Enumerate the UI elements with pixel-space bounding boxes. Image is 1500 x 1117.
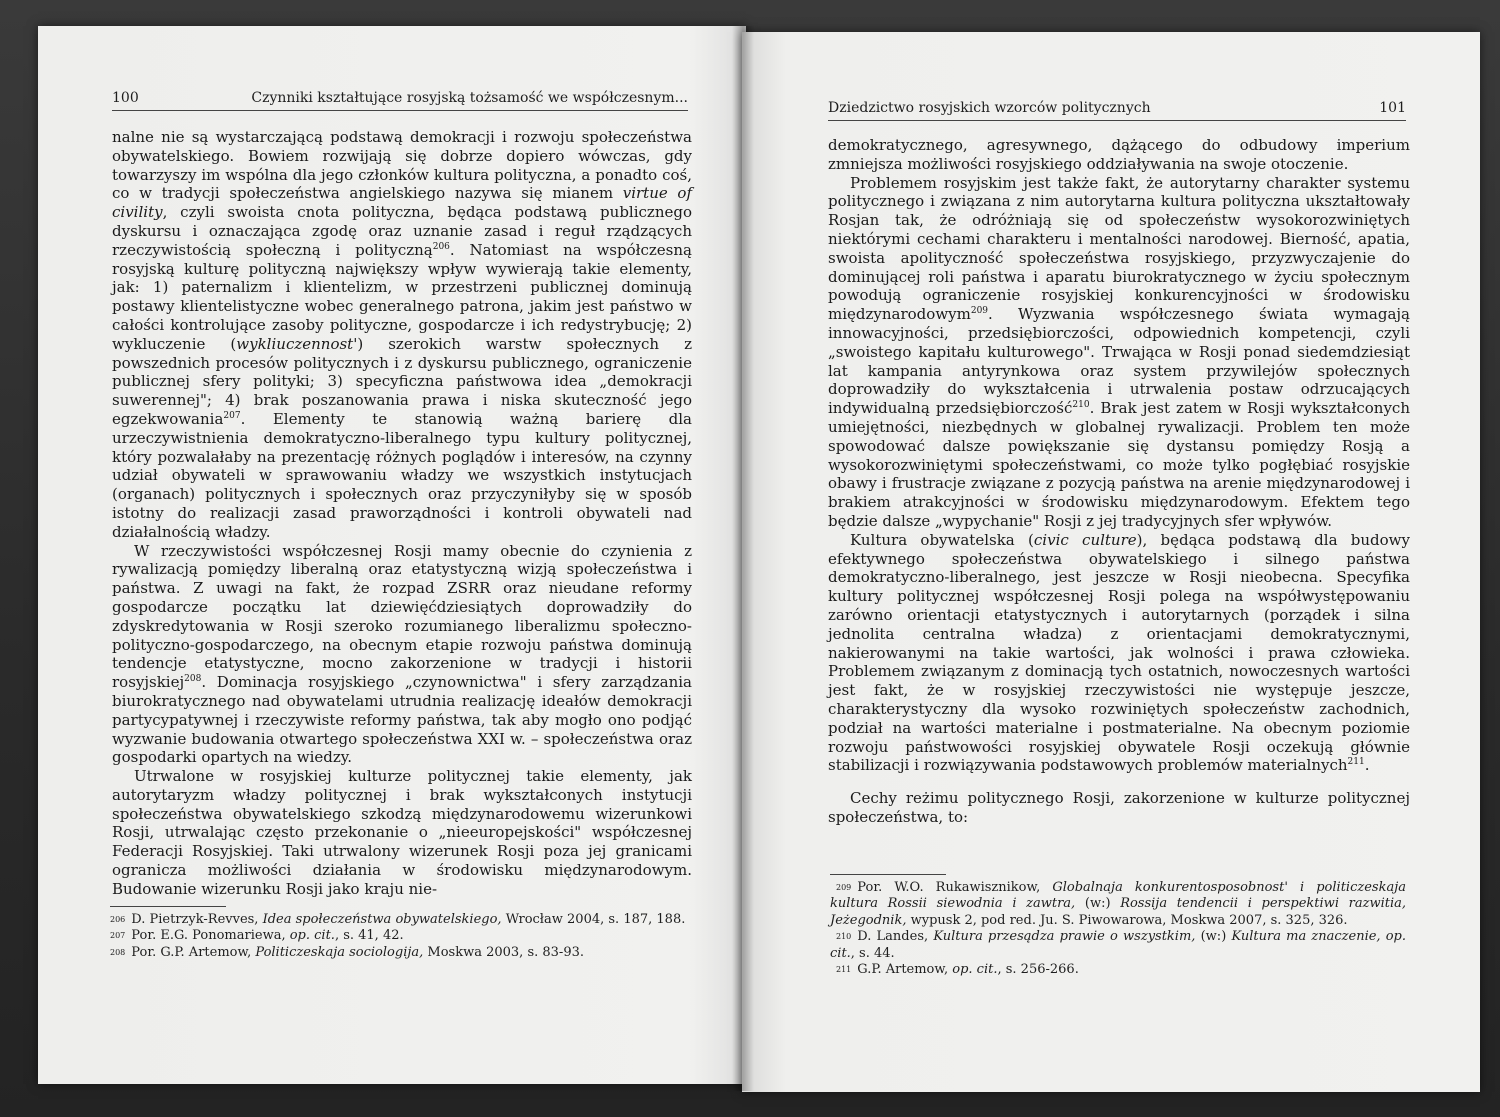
footnote-207: $^{207}$ Por. E.G. Ponomariewa, op. cit., s. 41, 42. bbox=[110, 928, 404, 944]
left-footnotes bbox=[110, 912, 690, 961]
book-spine-shadow bbox=[732, 26, 754, 1091]
left-running-header: Czynniki kształtujące rosyjską tożsamość we współczesnym... bbox=[251, 90, 688, 106]
footnote-210: $^{210}$ D. Landes, Kultura przesądza prawie o wszystkim, (w:) Kultura ma znaczenie, op. cit., s. 44. bbox=[830, 929, 1407, 961]
right-page bbox=[742, 32, 1480, 1092]
left-page-number: 100 bbox=[112, 90, 139, 106]
left-page bbox=[38, 26, 746, 1084]
left-header-rule bbox=[112, 110, 688, 111]
left-paragraph-1: nalne nie są wystarczającą podstawą demokracji i rozwoju społeczeństwa obywatelskiego. Bowiem rozwijają się dobrze dopiero wówczas, gdy towarzyszy im wspólna dla jego członków kultura polityczna, a ponadto coś, co w tradycji społeczeństwa angielskiego nazywa się mianem virtue of civility, czyli swoista cnota polityczna, będąca podstawą publicznego dyskursu i oznaczająca zgodę oraz uznanie zasad i reguł rządzących rzeczywistością społeczną i polityczną$^{206}$. Natomiast na współczesną rosyjską kulturę polityczną największy wpływ wywierają takie elementy, jak: 1) paternalizm i klientelizm, w przestrzeni publicznej dominują postawy klientelistyczne wobec generalnego patrona, jakim jest państwo w całości kontrolujące zasoby polityczne, gospodarcze i ich redystrybucję; 2) wykluczenie (wykliuczennost') szerokich warstw społecznych z powszednich procesów politycznych i z dyskursu publicznego, ograniczenie publicznej sfery polityki; 3) specyficzna państwowa idea „demokracji suwerennej"; 4) brak poszanowania prawa i niska skuteczność jego egzekwowania$^{207}$. Elementy te stanowią ważną barierę dla urzeczywistnienia demokratyczno-liberalnego typu kultury politycznej, który pozwalałaby na prezentację różnych poglądów i interesów, na czynny udział obywateli w sprawowaniu władzy we wszystkich instytucjach (organach) politycznych i społecznych oraz przyczyniłyby się w sposób istotny do realizacji zasad praworządności i kontroli obywateli nad działalnością władzy. bbox=[112, 128, 692, 541]
right-page-header bbox=[828, 94, 1406, 116]
right-body-text bbox=[828, 136, 1410, 827]
footnote-206: $^{206}$ D. Pietrzyk-Revves, Idea społeczeństwa obywatelskiego, Wrocław 2004, s. 187, 188. bbox=[110, 912, 686, 927]
right-footnotes bbox=[830, 880, 1406, 978]
right-header-rule bbox=[828, 120, 1406, 121]
left-paragraph-2: W rzeczywistości współczesnej Rosji mamy obecnie do czynienia z rywalizacją pomiędzy liberalną oraz etatystyczną wizją społeczeństwa i państwa. Z uwagi na fakt, że rozpad ZSRR oraz nieudane reformy gospodarcze początku lat dziewięćdziesiątych doprowadziły do zdyskredytowania w Rosji szeroko rozumianego liberalizmu społeczno-polityczno-gospodarczego, na obecnym etapie rozwoju państwa dominują tendencje etatystyczne, mocno zakorzenione w tradycji i historii rosyjskiej$^{208}$. Dominacja rosyjskiego „czynownictwa" i sfery zarządzania biurokratycznego nad obywatelami utrudnia realizację ideałów demokracji partycypatywnej i rzeczywiste reformy państwa, tak aby mogło ono podjąć wyzwanie budowania otwartego społeczeństwa XXI w. – społeczeństwa oraz gospodarki opartych na wiedzy. bbox=[112, 541, 692, 767]
right-paragraph-2: Problemem rosyjskim jest także fakt, że autorytarny charakter systemu politycznego i związana z nim autorytarna kultura polityczna ukształtowały Rosjan tak, że odróżniają się od społeczeństw wysokorozwiniętych niektórymi cechami charakteru i mentalności narodowej. Bierność, apatia, swoista apolityczność społeczeństwa rosyjskiego, przyzwyczajenie do dominującej roli państwa i aparatu biurokratycznego w życiu społecznym powodują ograniczenie rosyjskiej konkurencyjności w środowisku międzynarodowym$^{209}$. Wyzwania współczesnego świata wymagają innowacyjności, przedsiębiorczości, odpowiednich kompetencji, czyli „swoistego kapitału kulturowego". Trwająca w Rosji ponad siedemdziesiąt lat kampania antyrynkowa oraz system przywilejów społecznych doprowadziły do wykształcenia i utrwalenia postaw odrzucających indywidualną przedsiębiorczość$^{210}$. Brak jest zatem w Rosji wykształconych umiejętności, niezbędnych w globalnej rywalizacji. Problem ten może spowodować dalsze powiększanie się dystansu pomiędzy Rosją a wysokorozwiniętymi społeczeństwami, co może tylko pogłębiać rosyjskie obawy i frustracje związane z pozycją państwa na arenie międzynarodowej i brakiem atrakcyjności w środowisku międzynarodowym. Efektem tego będzie dalsze „wypychanie" Rosji z jej tradycyjnych sfer wpływów. bbox=[828, 173, 1410, 530]
right-footnote-rule bbox=[830, 874, 946, 875]
left-page-header bbox=[112, 84, 688, 106]
right-paragraph-3: Kultura obywatelska (civic culture), będąca podstawą dla budowy efektywnego społeczeństwa obywatelskiego i silnego państwa demokratyczno-liberalnego, jest jeszcze w Rosji nieobecna. Specyfika kultury politycznej współczesnej Rosji polega na współwystępowaniu zarówno orientacji etatystycznych i autorytarnych (porządek i silna jednolita centralna władza) z orientacjami demokratycznymi, nakierowanymi na takie wartości, jak wolności i prawa człowieka. Problemem związanym z dominacją tych ostatnich, nowoczesnych wartości jest fakt, że w rosyjskiej rzeczywistości nie występuje jeszcze, charakterystyczny dla wysoko rozwiniętych społeczeństw zachodnich, podział na wartości materialne i postmaterialne. Na obecnym poziomie rozwoju państwowości rosyjskiej obywatele Rosji oczekują głównie stabilizacji i rozwiązywania podstawowych problemów materialnych$^{211}$. bbox=[828, 530, 1410, 775]
right-paragraph-1: demokratycznego, agresywnego, dążącego do odbudowy imperium zmniejsza możliwości rosyjskiego oddziaływania na swoje otoczenie. bbox=[828, 136, 1410, 173]
right-running-header: Dziedzictwo rosyjskich wzorców politycznych bbox=[828, 100, 1151, 116]
left-body-text bbox=[112, 128, 692, 899]
footnote-209: $^{209}$ Por. W.O. Rukawisznikow, Globalnaja konkurentosposobnost' i politiczeskaja kultura Rossii siewodnia i zawtra, (w:) Rossija tendencii i perspektiwi razwitia, Jeżegodnik, wypusk 2, pod red. Ju. S. Piwowarowa, Moskwa 2007, s. 325, 326. bbox=[830, 880, 1407, 928]
footnote-211: $^{211}$ G.P. Artemow, op. cit., s. 256-266. bbox=[836, 962, 1079, 978]
right-paragraph-4: Cechy reżimu politycznego Rosji, zakorzenione w kulturze politycznej społeczeństwa, to: bbox=[828, 789, 1410, 826]
left-paragraph-3: Utrwalone w rosyjskiej kulturze politycznej takie elementy, jak autorytaryzm władzy politycznej i brak wykształconych instytucji społeczeństwa obywatelskiego szkodzą międzynarodowemu wizerunkowi Rosji, utrwalając często przekonanie o „nieeuropejskości" współczesnej Federacji Rosyjskiej. Taki utrwalony wizerunek Rosji poza jej granicami ogranicza możliwości działania w środowisku międzynarodowym. Budowanie wizerunku Rosji jako kraju nie- bbox=[112, 767, 692, 898]
right-page-number: 101 bbox=[1379, 100, 1406, 116]
left-footnote-rule bbox=[110, 906, 226, 907]
footnote-208: $^{208}$ Por. G.P. Artemow, Politiczeskaja sociologija, Moskwa 2003, s. 83-93. bbox=[110, 944, 584, 960]
